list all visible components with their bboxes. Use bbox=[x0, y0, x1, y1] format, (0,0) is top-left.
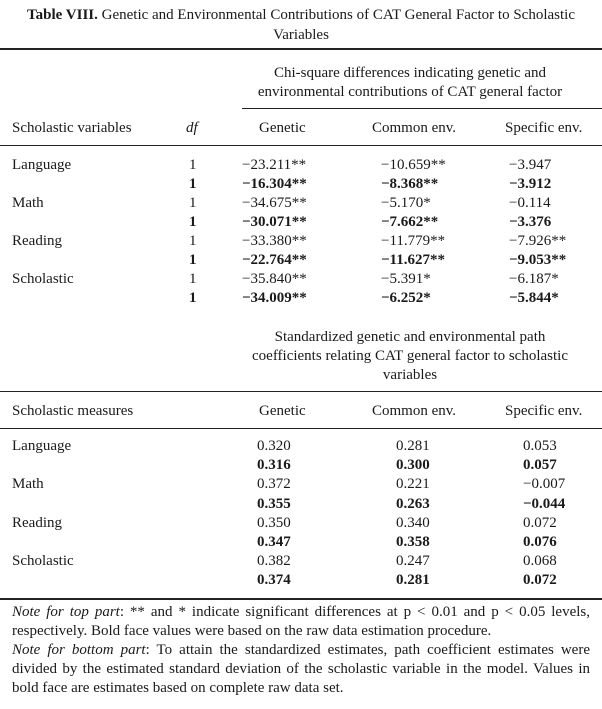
genetic-cell: −33.380** bbox=[242, 233, 307, 249]
genetic-cell: 0.316 bbox=[257, 457, 291, 474]
specific-env-cell: −3.912 bbox=[509, 176, 552, 192]
specific-env-cell: −0.044 bbox=[523, 495, 566, 512]
top-heading-underline bbox=[242, 108, 602, 109]
df-cell: 1 bbox=[189, 157, 197, 173]
header-specific-env: Specific env. bbox=[505, 120, 583, 136]
common-env-cell: −5.391* bbox=[381, 271, 431, 287]
table-number: Table VIII. bbox=[27, 7, 98, 23]
df-cell: 1 bbox=[189, 233, 197, 249]
row-label: Math bbox=[12, 476, 44, 493]
top-section-heading: Chi-square differences indicating genetic and environmental contributions of CAT general factor bbox=[257, 65, 563, 100]
specific-env-cell: −6.187* bbox=[509, 271, 559, 287]
header-df: df bbox=[186, 120, 198, 136]
row-label: Reading bbox=[12, 514, 62, 531]
genetic-cell: −23.211** bbox=[242, 157, 307, 173]
row-label: Scholastic bbox=[12, 553, 74, 570]
table-row bbox=[0, 213, 602, 232]
common-env-cell: −7.662** bbox=[381, 214, 439, 230]
table-notes bbox=[12, 603, 590, 698]
genetic-cell: −35.840** bbox=[242, 271, 307, 287]
table-row bbox=[0, 270, 602, 289]
df-cell: 1 bbox=[189, 176, 197, 192]
common-env-cell: 0.247 bbox=[396, 553, 430, 570]
genetic-cell: 0.355 bbox=[257, 495, 291, 512]
row-label: Reading bbox=[12, 233, 62, 249]
genetic-cell: −34.675** bbox=[242, 195, 307, 211]
bottom-header-rule bbox=[0, 428, 602, 429]
specific-env-cell: −5.844* bbox=[509, 290, 559, 306]
bottom-rule bbox=[0, 598, 602, 600]
bottom-heading-underline bbox=[0, 391, 602, 392]
row-label: Language bbox=[12, 438, 72, 454]
specific-env-cell: 0.076 bbox=[523, 534, 557, 550]
specific-env-cell: 0.057 bbox=[523, 457, 557, 474]
genetic-cell: −34.009** bbox=[242, 290, 307, 306]
genetic-cell: 0.320 bbox=[257, 438, 291, 454]
genetic-cell: −22.764** bbox=[242, 252, 307, 268]
genetic-cell: −16.304** bbox=[242, 176, 307, 192]
genetic-cell: 0.350 bbox=[257, 514, 291, 531]
common-env-cell: 0.358 bbox=[396, 534, 430, 550]
top-header-rule bbox=[0, 145, 602, 146]
common-env-cell: 0.281 bbox=[396, 572, 430, 589]
genetic-cell: 0.374 bbox=[257, 572, 291, 589]
common-env-cell: 0.300 bbox=[396, 457, 430, 474]
specific-env-cell: −9.053** bbox=[509, 252, 567, 268]
common-env-cell: −11.627** bbox=[381, 252, 445, 268]
specific-env-cell: −7.926** bbox=[509, 233, 567, 249]
genetic-cell: −30.071** bbox=[242, 214, 307, 230]
df-cell: 1 bbox=[189, 290, 197, 306]
table-row bbox=[0, 251, 602, 270]
table-row bbox=[0, 456, 602, 475]
df-cell: 1 bbox=[189, 271, 197, 287]
table-row bbox=[0, 289, 602, 308]
common-env-cell: −8.368** bbox=[381, 176, 439, 192]
specific-env-cell: 0.068 bbox=[523, 553, 557, 570]
table-title-text: Genetic and Environmental Contributions of CAT General Factor to Scholastic Variables bbox=[101, 7, 575, 43]
table-row bbox=[0, 194, 602, 213]
table-row bbox=[0, 175, 602, 194]
table-title bbox=[0, 5, 602, 45]
table-row bbox=[0, 156, 602, 175]
common-env-cell: 0.340 bbox=[396, 514, 430, 531]
table-row bbox=[0, 552, 602, 571]
header-common-env-bottom: Common env. bbox=[372, 403, 457, 419]
note-top: Note for top part: ** and * indicate significant differences at p < 0.01 and p < 0.05 levels, respectively. Bold face values were based on the raw data estimation procedure. bbox=[12, 604, 590, 639]
common-env-cell: 0.263 bbox=[396, 495, 430, 512]
genetic-cell: 0.372 bbox=[257, 476, 291, 493]
top-rule bbox=[0, 48, 602, 50]
specific-env-cell: −0.114 bbox=[509, 195, 551, 211]
header-genetic: Genetic bbox=[259, 120, 306, 136]
table-row bbox=[0, 495, 602, 514]
specific-env-cell: −3.376 bbox=[509, 214, 552, 230]
df-cell: 1 bbox=[189, 252, 197, 268]
specific-env-cell: 0.072 bbox=[523, 572, 557, 589]
row-label: Language bbox=[12, 157, 72, 173]
df-cell: 1 bbox=[189, 214, 197, 230]
header-specific-env-bottom: Specific env. bbox=[505, 403, 583, 419]
table-row bbox=[0, 533, 602, 552]
table-row bbox=[0, 232, 602, 251]
common-env-cell: 0.221 bbox=[396, 476, 430, 493]
header-scholastic-measures: Scholastic measures bbox=[12, 403, 134, 419]
common-env-cell: 0.281 bbox=[396, 438, 430, 454]
common-env-cell: −11.779** bbox=[381, 233, 446, 249]
genetic-cell: 0.347 bbox=[257, 534, 291, 550]
table-row bbox=[0, 571, 602, 590]
common-env-cell: −6.252* bbox=[381, 290, 431, 306]
header-common-env: Common env. bbox=[372, 120, 457, 136]
table-row bbox=[0, 514, 602, 533]
specific-env-cell: 0.072 bbox=[523, 514, 557, 531]
common-env-cell: −10.659** bbox=[381, 157, 446, 173]
specific-env-cell: −0.007 bbox=[523, 476, 566, 493]
table-row bbox=[0, 475, 602, 494]
header-genetic-bottom: Genetic bbox=[259, 403, 306, 419]
specific-env-cell: 0.053 bbox=[523, 438, 557, 454]
row-label: Scholastic bbox=[12, 271, 74, 287]
genetic-cell: 0.382 bbox=[257, 553, 291, 570]
common-env-cell: −5.170* bbox=[381, 195, 431, 211]
row-label: Math bbox=[12, 195, 44, 211]
table-row bbox=[0, 437, 602, 456]
header-scholastic-variables: Scholastic variables bbox=[12, 120, 132, 136]
note-bottom: Note for bottom part: To attain the standardized estimates, path coefficient estimates were divided by the estimated standard deviation of the scholastic variable in the model. Values in bold face are estimates based on complete raw data set. bbox=[12, 642, 590, 696]
specific-env-cell: −3.947 bbox=[509, 157, 552, 173]
df-cell: 1 bbox=[189, 195, 197, 211]
bottom-section-heading: Standardized genetic and environmental path coefficients relating CAT general factor to scholastic variables bbox=[252, 329, 568, 383]
